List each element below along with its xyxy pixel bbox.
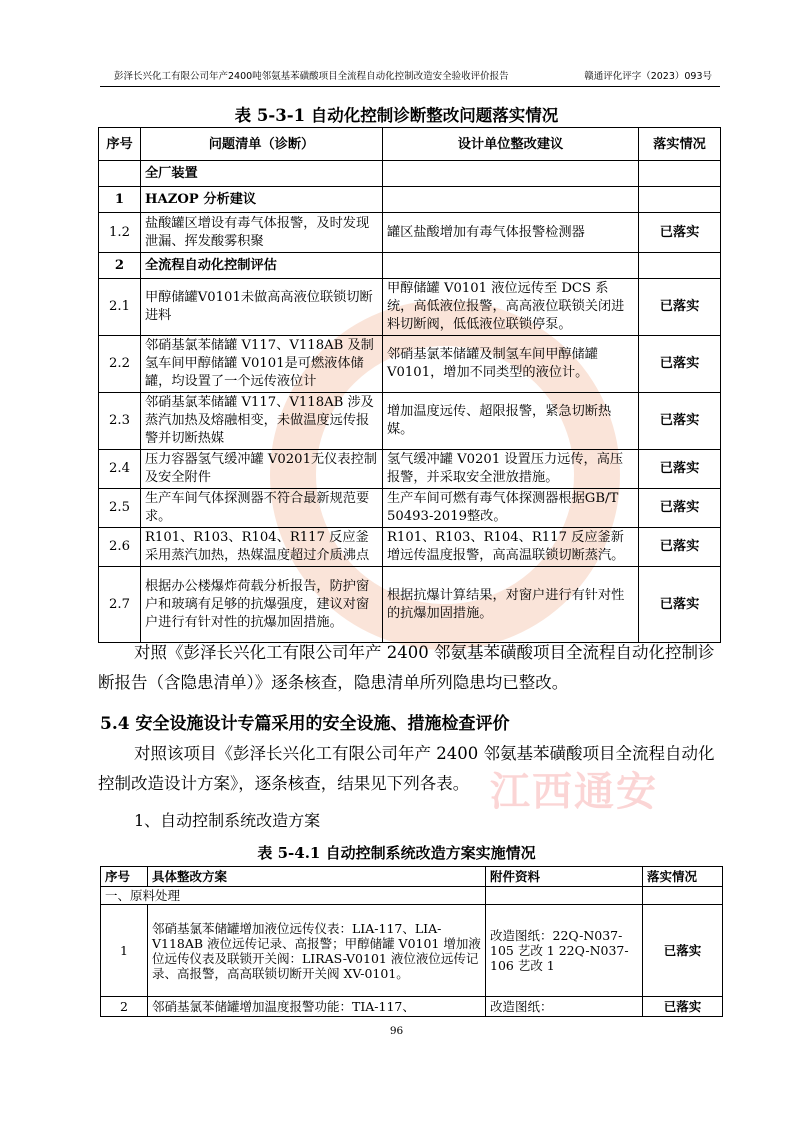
col-header-status: 落实情况	[639, 128, 721, 161]
cell-no: 2.6	[99, 528, 141, 567]
cell-status: 已落实	[639, 528, 721, 567]
cell-docs: 改造图纸：	[486, 997, 643, 1017]
table-header-row	[99, 128, 721, 161]
cell-issue: 全流程自动化控制评估	[141, 253, 383, 279]
page-number: 96	[389, 1025, 404, 1037]
cell-no: 2.5	[99, 489, 141, 528]
section-heading: 5.4 安全设施设计专篇采用的安全设施、措施检查评价	[100, 714, 510, 734]
cell-advice: 罐区盐酸增加有毒气体报警检测器	[383, 213, 639, 253]
group-label: 一、原料处理	[101, 887, 486, 905]
cell-no: 2	[101, 997, 148, 1017]
cell-advice: 氢气缓冲罐 V0201 设置压力远传，高压报警，并采取安全泄放措施。	[383, 450, 639, 489]
paragraph-item-title: 1、自动控制系统改造方案	[134, 811, 321, 830]
cell-no: 1	[99, 187, 141, 213]
cell-status	[639, 253, 721, 279]
cell-docs	[486, 887, 643, 905]
cell-docs: 改造图纸：22Q-N037-105 艺改 1 22Q-N037-106 艺改 1	[486, 905, 643, 997]
table-row	[99, 567, 721, 643]
table-row	[101, 997, 723, 1017]
cell-advice: 生产车间可燃有毒气体探测器根据GB/T 50493-2019整改。	[383, 489, 639, 528]
table-row	[99, 489, 721, 528]
cell-status: 已落实	[639, 279, 721, 336]
cell-advice: 增加温度远传、超限报警，紧急切断热媒。	[383, 393, 639, 450]
col-header-status: 落实情况	[643, 867, 723, 887]
table-row	[99, 161, 721, 187]
cell-advice: 根据抗爆计算结果，对窗户进行有针对性的抗爆加固措施。	[383, 567, 639, 643]
table1-caption: 表 5-3-1 自动化控制诊断整改问题落实情况	[234, 106, 559, 125]
cell-issue: HAZOP 分析建议	[141, 187, 383, 213]
table-row	[99, 336, 721, 393]
cell-plan: 邻硝基氯苯储罐增加温度报警功能：TIA-117、	[148, 997, 486, 1017]
table-row	[99, 213, 721, 253]
cell-issue: R101、R103、R104、R117 反应釜采用蒸汽加热，热媒温度超过介质沸点	[141, 528, 383, 567]
table-header-row	[101, 867, 723, 887]
col-header-issue: 问题清单（诊断）	[141, 128, 383, 161]
cell-status: 已落实	[639, 489, 721, 528]
cell-issue: 邻硝基氯苯储罐 V117、V118AB 涉及蒸汽加热及熔融相变，未做温度远传报警并切断热媒	[141, 393, 383, 450]
cell-no: 2.1	[99, 279, 141, 336]
cell-advice	[383, 187, 639, 213]
table-row	[101, 905, 723, 997]
control-system-table	[100, 866, 723, 1017]
watermark-text: 江西通安	[490, 768, 658, 815]
cell-advice	[383, 161, 639, 187]
table-row	[99, 528, 721, 567]
cell-issue: 压力容器氢气缓冲罐 V0201无仪表控制及安全附件	[141, 450, 383, 489]
cell-status: 已落实	[639, 336, 721, 393]
cell-plan: 邻硝基氯苯储罐增加液位远传仪表：LIA-117、LIA-V118AB 液位远传记录、高报警；甲醇储罐 V0101 增加液位远传仪表及联锁开关阀：LIRAS-V0101 液位液位远传记录、高报警，高高联锁切断开关阀 XV-0101。	[148, 905, 486, 997]
cell-status: 已落实	[643, 905, 723, 997]
cell-issue: 生产车间气体探测器不符合最新规范要求。	[141, 489, 383, 528]
table-row	[99, 393, 721, 450]
table2-caption: 表 5-4.1 自动控制系统改造方案实施情况	[257, 844, 536, 862]
table-row	[99, 187, 721, 213]
table-row	[99, 253, 721, 279]
rectification-table	[98, 127, 721, 643]
cell-no: 1	[101, 905, 148, 997]
page-header	[114, 66, 712, 82]
cell-status	[639, 161, 721, 187]
col-header-advice: 设计单位整改建议	[383, 128, 639, 161]
col-header-plan: 具体整改方案	[148, 867, 486, 887]
header-divider	[100, 86, 720, 87]
table-row	[99, 279, 721, 336]
table-row	[99, 450, 721, 489]
group-row	[101, 887, 723, 905]
cell-no	[99, 161, 141, 187]
cell-no: 2.4	[99, 450, 141, 489]
cell-status	[639, 187, 721, 213]
col-header-no: 序号	[99, 128, 141, 161]
col-header-docs: 附件资料	[486, 867, 643, 887]
cell-issue: 根据办公楼爆炸荷载分析报告，防护窗户和玻璃有足够的抗爆强度，建议对窗户进行有针对性的抗爆加固措施。	[141, 567, 383, 643]
cell-status	[643, 887, 723, 905]
cell-status: 已落实	[639, 567, 721, 643]
cell-status: 已落实	[639, 393, 721, 450]
cell-status: 已落实	[643, 997, 723, 1017]
cell-no: 1.2	[99, 213, 141, 253]
cell-no: 2	[99, 253, 141, 279]
cell-status: 已落实	[639, 213, 721, 253]
cell-no: 2.7	[99, 567, 141, 643]
cell-issue: 全厂装置	[141, 161, 383, 187]
cell-status: 已落实	[639, 450, 721, 489]
paragraph-design-check: 对照该项目《彭泽长兴化工有限公司年产 2400 邻氨基苯磺酸项目全流程自动化控制改造设计方案》，逐条核查，结果见下列各表。	[98, 744, 715, 793]
cell-issue: 盐酸罐区增设有毒气体报警，及时发现泄漏、挥发酸雾积聚	[141, 213, 383, 253]
cell-advice: R101、R103、R104、R117 反应釜新增远传温度报警，高高温联锁切断蒸汽。	[383, 528, 639, 567]
cell-issue: 甲醇储罐V0101未做高高液位联锁切断进料	[141, 279, 383, 336]
cell-advice: 甲醇储罐 V0101 液位远传至 DCS 系统，高低液位报警，高高液位联锁关闭进料切断阀，低低液位联锁停泵。	[383, 279, 639, 336]
cell-no: 2.2	[99, 336, 141, 393]
col-header-no: 序号	[101, 867, 148, 887]
paragraph-verification: 对照《彭泽长兴化工有限公司年产 2400 邻氨基苯磺酸项目全流程自动化控制诊断报告（含隐患清单）》逐条核查，隐患清单所列隐患均已整改。	[98, 643, 715, 692]
cell-advice	[383, 253, 639, 279]
cell-no: 2.3	[99, 393, 141, 450]
cell-advice: 邻硝基氯苯储罐及制氢车间甲醇储罐V0101，增加不同类型的液位计。	[383, 336, 639, 393]
header-doc-number: 赣通评化评字（2023）093号	[584, 71, 712, 82]
cell-issue: 邻硝基氯苯储罐 V117、V118AB 及制氢车间甲醇储罐 V0101是可燃液体储罐，均设置了一个远传液位计	[141, 336, 383, 393]
header-title: 彭泽长兴化工有限公司年产2400吨邻氨基苯磺酸项目全流程自动化控制改造安全验收评价报告	[114, 71, 509, 82]
